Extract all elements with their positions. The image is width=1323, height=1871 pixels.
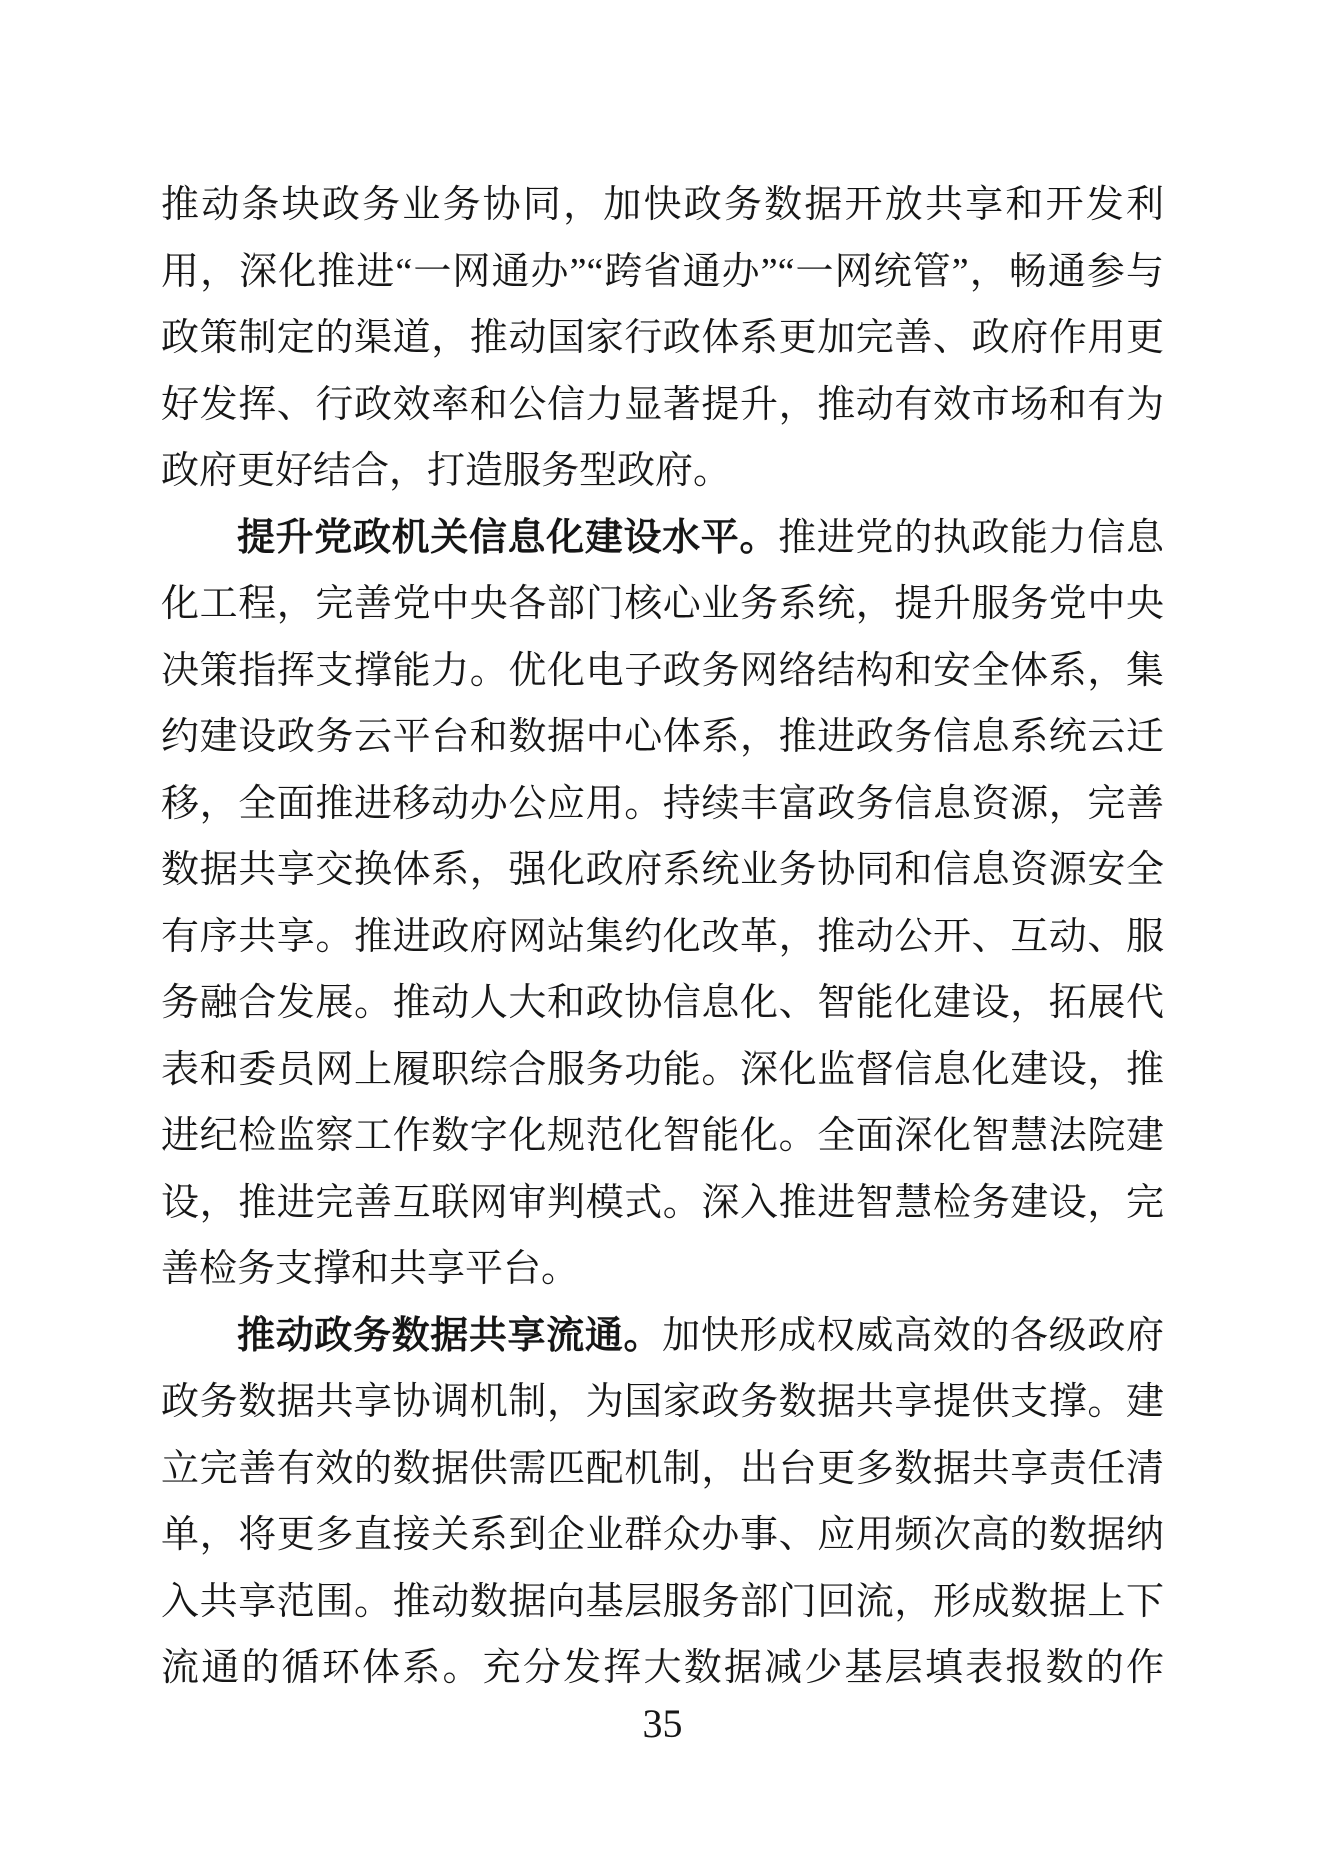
text-line <box>161 1103 1164 1170</box>
text-line <box>161 837 1164 904</box>
text-line <box>161 970 1164 1037</box>
line-text: 推动条块政务业务协同，加快政务数据开放共享和开发利 <box>161 184 1164 226</box>
text-line <box>161 305 1164 372</box>
line-text: 用，深化推进“一网通办”“跨省通办”“一网统管”，畅通参与 <box>161 250 1164 293</box>
line-text: 数据共享交换体系，强化政府系统业务协同和信息资源安全 <box>161 849 1164 891</box>
text-line <box>161 505 1164 572</box>
text-line <box>161 239 1164 306</box>
paragraph-lead-bold: 推动政务数据共享流通。 <box>237 1314 663 1357</box>
line-text: 善检务支撑和共享平台。 <box>161 1248 580 1290</box>
text-line <box>161 638 1164 705</box>
text-line <box>161 172 1164 239</box>
line-text: 化工程，完善党中央各部门核心业务系统，提升服务党中央 <box>161 583 1164 625</box>
text-block <box>161 172 1164 1702</box>
line-text: 好发挥、行政效率和公信力显著提升，推动有效市场和有为 <box>161 383 1164 426</box>
line-text: 加快形成权威高效的各级政府 <box>662 1314 1164 1357</box>
line-text: 设，推进完善互联网审判模式。深入推进智慧检务建设，完 <box>161 1181 1164 1224</box>
text-line <box>161 438 1164 505</box>
text-line <box>161 704 1164 771</box>
text-line <box>161 1170 1164 1237</box>
text-line <box>161 1369 1164 1436</box>
line-text: 立完善有效的数据供需匹配机制，出台更多数据共享责任清 <box>161 1447 1164 1490</box>
line-text: 有序共享。推进政府网站集约化改革，推动公开、互动、服 <box>161 915 1164 958</box>
text-line <box>161 1502 1164 1569</box>
text-line <box>161 372 1164 439</box>
line-text: 政务数据共享协调机制，为国家政务数据共享提供支撑。建 <box>161 1381 1164 1423</box>
text-line <box>161 571 1164 638</box>
line-text: 移，全面推进移动办公应用。持续丰富政务信息资源，完善 <box>161 782 1164 825</box>
line-text: 推进党的执政能力信息 <box>778 516 1164 559</box>
text-line <box>161 771 1164 838</box>
paragraph-lead-bold: 提升党政机关信息化建设水平。 <box>237 516 779 559</box>
text-line <box>161 1037 1164 1104</box>
line-text: 政府更好结合，打造服务型政府。 <box>161 450 732 492</box>
line-text: 表和委员网上履职综合服务功能。深化监督信息化建设，推 <box>161 1048 1164 1091</box>
line-text: 进纪检监察工作数字化规范化智能化。全面深化智慧法院建 <box>161 1115 1164 1157</box>
line-text: 入共享范围。推动数据向基层服务部门回流，形成数据上下 <box>161 1580 1164 1623</box>
line-text: 务融合发展。推动人大和政协信息化、智能化建设，拓展代 <box>161 982 1164 1024</box>
text-line <box>161 1303 1164 1370</box>
text-line <box>161 1635 1164 1702</box>
line-text: 单，将更多直接关系到企业群众办事、应用频次高的数据纳 <box>161 1514 1164 1556</box>
text-line <box>161 1569 1164 1636</box>
line-text: 约建设政务云平台和数据中心体系，推进政务信息系统云迁 <box>161 716 1164 758</box>
text-line <box>161 1436 1164 1503</box>
line-text: 决策指挥支撑能力。优化电子政务网络结构和安全体系，集 <box>161 649 1164 692</box>
text-line <box>161 1236 1164 1303</box>
line-text: 政策制定的渠道，推动国家行政体系更加完善、政府作用更 <box>161 317 1164 359</box>
page-number: 35 <box>642 1701 683 1746</box>
line-text: 流通的循环体系。充分发挥大数据减少基层填表报数的作 <box>161 1647 1164 1689</box>
text-line <box>161 904 1164 971</box>
